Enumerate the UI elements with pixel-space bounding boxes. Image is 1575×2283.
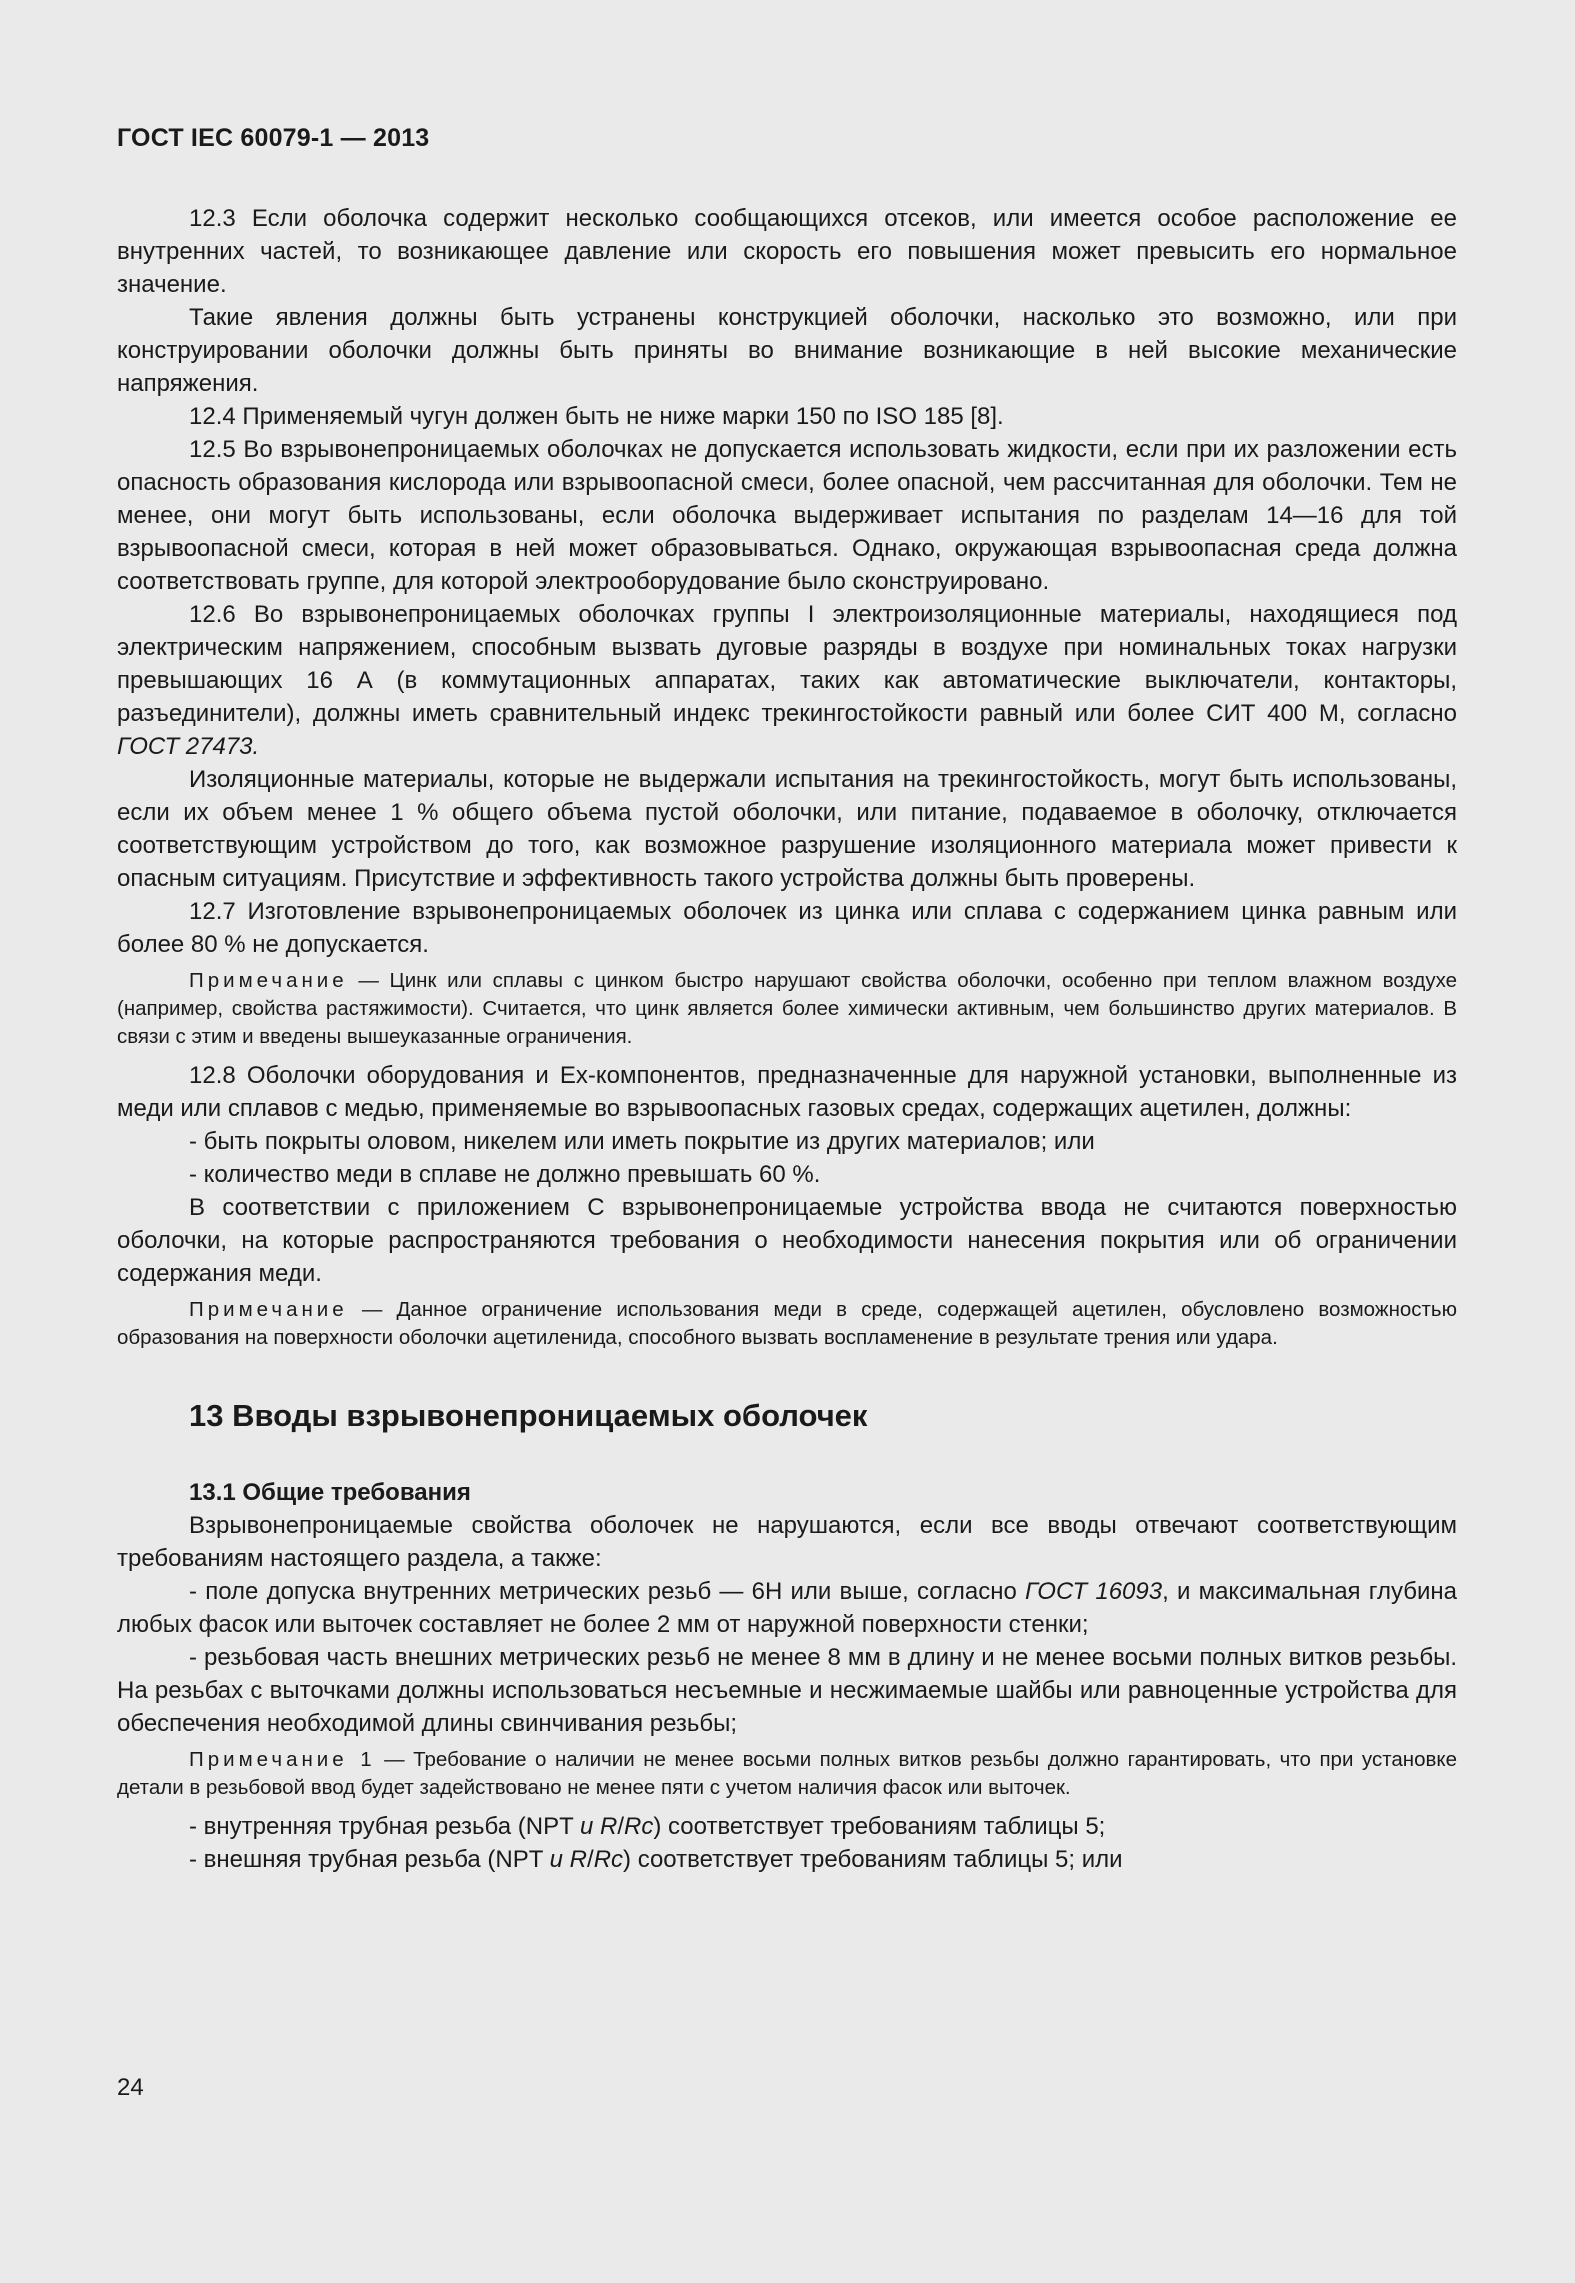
list-item-text: , и максимальная глубина любых фасок или выточек составляет не более 2 мм от наружной поверхности стенки;: [117, 1578, 1458, 1638]
list-item-text: - внутренняя трубная резьба (NPT: [189, 1813, 580, 1840]
paragraph-12-6-cont: Изоляционные материалы, которые не выдержали испытания на трекингостойкость, могут быть использованы, если их объем менее 1 % общего объема пустой оболочки, или питание, подаваемое в оболочку, отключается соответствующим устройством до того, как возможное разрушение изоляционного материала может привести к опасным ситуациям. Присутствие и эффективность такого устройства должны быть проверены.: [117, 766, 1457, 892]
subsection-13-1-heading: 13.1 Общие требования: [189, 1479, 471, 1506]
paragraph-12-5: 12.5 Во взрывонепроницаемых оболочках не допускается использовать жидкости, если при их разложении есть опасность образования кислорода или взрывоопасной смеси, более опасной, чем рассчитанная для оболочки. Тем не менее, они могут быть использованы, если оболочка выдерживает испытания по разделам 14—16 для той взрывоопасной смеси, которая в ней может образовываться. Однако, окружающая взрывоопасная среда должна соответствовать группе, для которой электрооборудование было сконструировано.: [117, 436, 1457, 595]
list-item: - количество меди в сплаве не должно превышать 60 %.: [189, 1161, 821, 1188]
note-text: — Цинк или сплавы с цинком быстро нарушают свойства оболочки, особенно при теплом влажном воздухе (например, свойства растяжимости). Считается, что цинк является более химически активным, чем большинство других материалов. В связи с этим и введены вышеуказанные ограничения.: [117, 969, 1457, 1048]
paragraph-12-8-cont: В соответствии с приложением С взрывонепроницаемые устройства ввода не считаются поверхностью оболочки, на которые распространяются требования о необходимости нанесения покрытия или об ограничении содержания меди.: [117, 1194, 1457, 1287]
gost-27473-reference: ГОСТ 27473.: [117, 733, 260, 760]
paragraph-12-6: [117, 598, 1457, 763]
paragraph-12-3: 12.3 Если оболочка содержит несколько сообщающихся отсеков, или имеется особое расположение ее внутренних частей, то возникающее давление или скорость его повышения может превысить его нормальное значение.: [117, 205, 1457, 298]
thread-type: Rc: [593, 1846, 624, 1873]
document-header: ГОСТ IEC 60079-1 — 2013: [117, 124, 430, 152]
thread-type: и R: [579, 1813, 618, 1840]
slash: /: [617, 1813, 625, 1840]
list-item: - быть покрыты оловом, никелем или иметь покрытие из других материалов; или: [189, 1128, 1095, 1155]
note-text: — Данное ограничение использования меди в среде, содержащей ацетилен, обусловлено возможностью образования на поверхности оболочки ацетиленида, способного вызвать воспламенение в результате трения или удара.: [117, 1298, 1457, 1349]
list-item: [117, 1810, 1457, 1843]
paragraph-12-7: 12.7 Изготовление взрывонепроницаемых оболочек из цинка или сплава с содержанием цинка равным или более 80 % не допускается.: [117, 898, 1457, 958]
section-13-heading: 13 Вводы взрывонепроницаемых оболочек: [189, 1398, 868, 1433]
list-item: [117, 1843, 1457, 1876]
note-threads: [117, 1746, 1457, 1802]
note-label: Примечание: [189, 1298, 348, 1321]
note-zinc: [117, 967, 1457, 1051]
note-label: Примечание 1: [189, 1748, 376, 1771]
list-item-text: - внешняя трубная резьба (NPT: [189, 1846, 550, 1873]
note-text: — Требование о наличии не менее восьми полных витков резьбы должно гарантировать, что при установке детали в резьбовой ввод будет задействовано не менее пяти с учетом наличия фасок или выточек.: [117, 1748, 1457, 1799]
paragraph-12-8: 12.8 Оболочки оборудования и Ex-компонентов, предназначенные для наружной установки, выполненные из меди или сплавов с медью, применяемые во взрывоопасных газовых средах, содержащих ацетилен, должны:: [117, 1062, 1457, 1122]
list-item-text: ) соответствует требованиям таблицы 5;: [653, 1813, 1106, 1840]
paragraph-12-3-cont: Такие явления должны быть устранены конструкцией оболочки, насколько это возможно, или при конструировании оболочки должны быть приняты во внимание возникающие в ней высокие механические напряжения.: [117, 304, 1457, 397]
list-item-text: - поле допуска внутренних метрических резьб — 6Н или выше, согласно: [189, 1578, 1026, 1605]
page-number: 24: [117, 2074, 144, 2101]
note-copper: [117, 1296, 1457, 1352]
paragraph-13-1: Взрывонепроницаемые свойства оболочек не нарушаются, если все вводы отвечают соответствующим требованиям настоящего раздела, а также:: [117, 1512, 1457, 1572]
slash: /: [587, 1846, 594, 1873]
gost-16093-reference: ГОСТ 16093: [1025, 1578, 1163, 1605]
thread-type: и R: [549, 1846, 588, 1873]
thread-type: Rc: [624, 1813, 654, 1840]
paragraph-12-6-text: 12.6 Во взрывонепроницаемых оболочках группы I электроизоляционные материалы, находящиеся под электрическим напряжением, способным вызвать дуговые разряды в воздухе при номинальных токах нагрузки превышающих 16 А (в коммутационных аппаратах, таких как автоматические выключатели, контакторы, разъединители), должны иметь сравнительный индекс трекингостойкости равный или более СИТ 400 М, согласно: [117, 601, 1457, 727]
list-item: - резьбовая часть внешних метрических резьб не менее 8 мм в длину и не менее восьми полных витков резьбы. На резьбах с выточками должны использоваться несъемные и несжимаемые шайбы или равноценные устройства для обеспечения необходимой длины свинчивания резьбы;: [117, 1644, 1457, 1737]
list-item: [117, 1575, 1457, 1641]
note-label: Примечание: [189, 969, 348, 992]
paragraph-12-4: 12.4 Применяемый чугун должен быть не ниже марки 150 по ISO 185 [8].: [189, 403, 1004, 430]
list-item-text: ) соответствует требованиям таблицы 5; или: [623, 1846, 1123, 1873]
document-body: [117, 202, 1457, 1876]
